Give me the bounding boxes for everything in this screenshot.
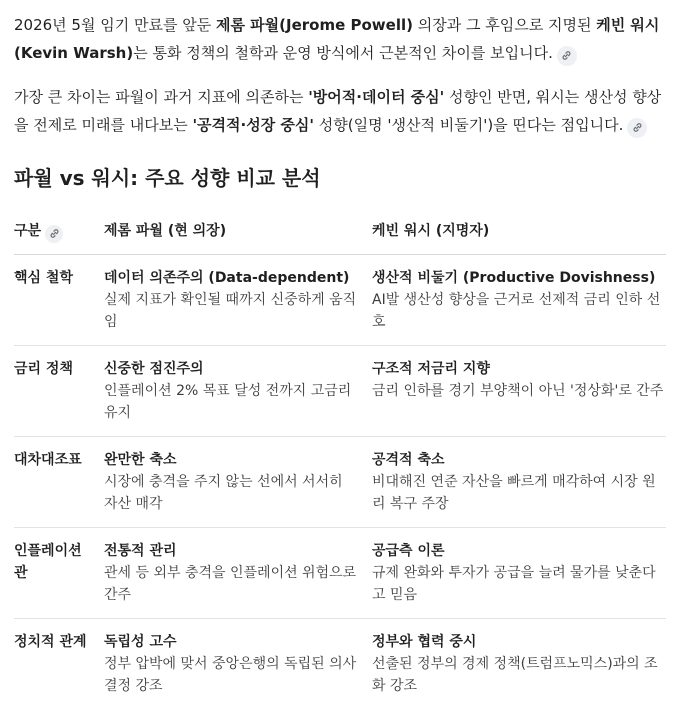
intro-1-text-3: 는 통화 정책의 철학과 운영 방식에서 근본적인 차이를 보입니다.: [133, 44, 553, 62]
powell-cell: [104, 527, 372, 618]
row-label: 대차대조표: [14, 436, 104, 527]
intro-2-text-2: 성향인 반면, 워시는 생산성 향상을 전제로 미래를 내다보는: [14, 88, 662, 134]
warsh-cell: [372, 254, 666, 345]
header-category: [14, 209, 104, 254]
warsh-cell: [372, 618, 666, 709]
intro-2-text-3: 성향(일명 '생산적 비둘기')을 띤다는 점입니다.: [314, 116, 624, 134]
powell-cell: [104, 618, 372, 709]
intro-1-bold-warsh: 케빈 워시 (Kevin Warsh): [14, 16, 660, 62]
intro-paragraph-2: [14, 83, 662, 139]
header-category-label: 구분: [14, 223, 42, 239]
intro-1-text-2: 의장과 그 후임으로 지명된: [412, 16, 597, 34]
cell-title: 전통적 관리: [104, 542, 177, 559]
row-label: 금리 정책: [14, 345, 104, 436]
cell-description: 인플레이션 2% 목표 달성 전까지 고금리 유지: [104, 382, 352, 421]
cell-title: 신중한 점진주의: [104, 360, 204, 377]
cell-description: 시장에 충격을 주지 않는 선에서 서서히 자산 매각: [104, 473, 343, 512]
section-title: 파월 vs 워시: 주요 성향 비교 분석: [14, 166, 321, 190]
powell-cell: [104, 436, 372, 527]
table-row: [14, 527, 666, 618]
header-warsh: 케빈 워시 (지명자): [372, 209, 666, 254]
cell-description: AI발 생산성 향상을 근거로 선제적 금리 인하 선호: [372, 291, 661, 330]
intro-1-bold-powell: 제롬 파월(Jerome Powell): [215, 16, 413, 34]
citation-link-icon[interactable]: [45, 225, 63, 243]
table-header-row: [14, 209, 666, 254]
citation-link-icon[interactable]: [557, 46, 577, 66]
warsh-cell: [372, 436, 666, 527]
table-row: [14, 345, 666, 436]
cell-title: 데이터 의존주의 (Data-dependent): [104, 269, 350, 286]
warsh-cell: [372, 345, 666, 436]
intro-paragraph-1: [14, 0, 662, 67]
header-powell: 제롬 파월 (현 의장): [104, 209, 372, 254]
table-row: [14, 254, 666, 345]
row-label: 인플레이션 관: [14, 527, 104, 618]
cell-title: 공격적 축소: [372, 451, 445, 468]
cell-description: 실제 지표가 확인될 때까지 신중하게 움직임: [104, 291, 357, 330]
cell-title: 완만한 축소: [104, 451, 177, 468]
intro-2-bold-aggressive: '공격적·성장 중심': [192, 116, 315, 134]
cell-description: 정부 압박에 맞서 중앙은행의 독립된 의사결정 강조: [104, 655, 357, 694]
cell-description: 선출된 정부의 경제 정책(트럼프노믹스)과의 조화 강조: [372, 655, 658, 694]
cell-title: 구조적 저금리 지향: [372, 360, 490, 377]
powell-cell: [104, 254, 372, 345]
powell-cell: [104, 345, 372, 436]
row-label: 핵심 철학: [14, 254, 104, 345]
intro-1-text-1: 2026년 5월 임기 만료를 앞둔: [14, 16, 216, 34]
cell-title: 공급측 이론: [372, 542, 445, 559]
intro-2-text-1: 가장 큰 차이는 파월이 과거 지표에 의존하는: [14, 88, 309, 106]
comparison-table: [14, 209, 666, 709]
cell-description: 규제 완화와 투자가 공급을 늘려 물가를 낮춘다고 믿음: [372, 564, 656, 603]
intro-2-bold-defensive: '방어적·데이터 중심': [308, 88, 445, 106]
cell-description: 금리 인하를 경기 부양책이 아닌 '정상화'로 간주: [372, 382, 664, 399]
row-label: 정치적 관계: [14, 633, 87, 650]
table-row: [14, 618, 666, 709]
cell-title: 생산적 비둘기 (Productive Dovishness): [372, 269, 656, 286]
cell-description: 관세 등 외부 충격을 인플레이션 위험으로 간주: [104, 564, 357, 603]
cell-description: 비대해진 연준 자산을 빠르게 매각하여 시장 원리 복구 주장: [372, 473, 656, 512]
warsh-cell: [372, 527, 666, 618]
table-row: [14, 436, 666, 527]
citation-link-icon[interactable]: [627, 118, 647, 138]
cell-title: 정부와 협력 중시: [372, 633, 477, 650]
cell-title: 독립성 고수: [104, 633, 177, 650]
